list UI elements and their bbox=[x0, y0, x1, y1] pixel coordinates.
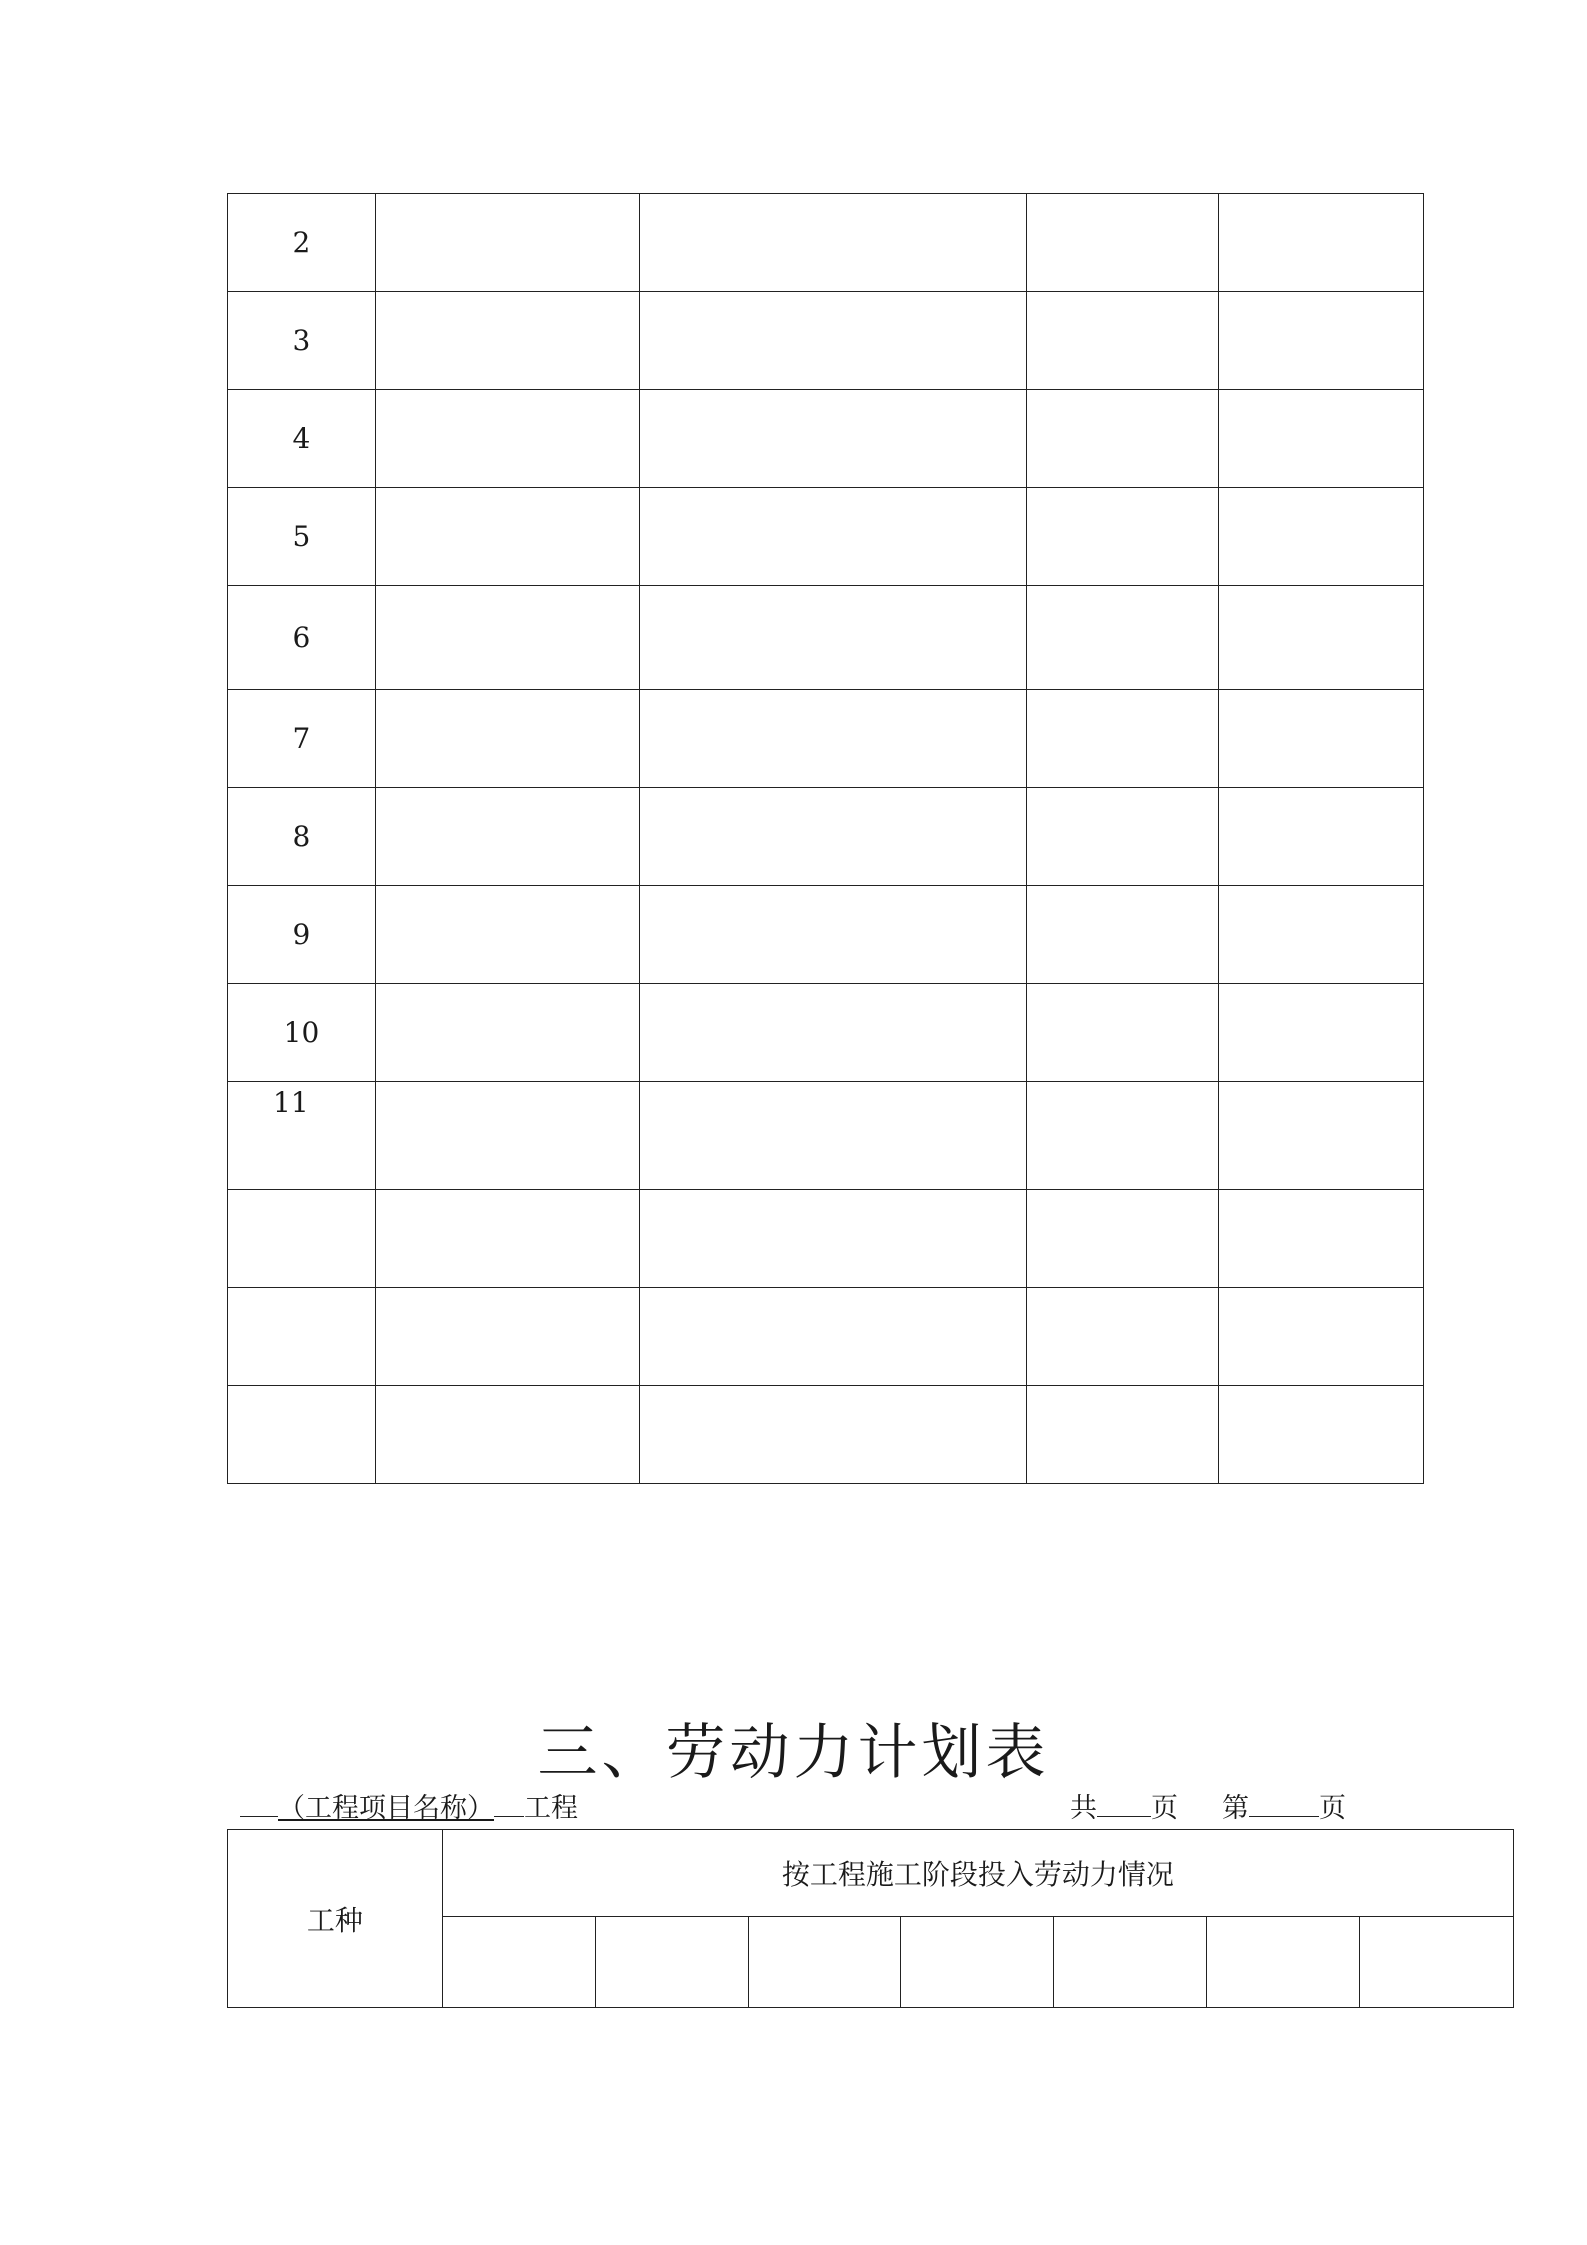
project-suffix-blank bbox=[494, 1790, 524, 1817]
row-number: 11 bbox=[228, 1082, 376, 1190]
worktype-header: 工种 bbox=[228, 1830, 443, 2008]
table-row bbox=[228, 690, 1424, 788]
table-row bbox=[228, 1288, 1424, 1386]
table-row bbox=[228, 1830, 1514, 1917]
row-number: 3 bbox=[228, 292, 376, 390]
project-prefix-blank bbox=[240, 1790, 278, 1817]
current-label: 第 bbox=[1222, 1793, 1249, 1824]
current-page-blank bbox=[1249, 1790, 1319, 1817]
table-row bbox=[228, 390, 1424, 488]
row-number: 10 bbox=[228, 984, 376, 1082]
row-number: 9 bbox=[228, 886, 376, 984]
table-row bbox=[228, 292, 1424, 390]
labor-plan-table bbox=[227, 1829, 1514, 2008]
page-count-line bbox=[1070, 1786, 1346, 1825]
total-label: 共 bbox=[1070, 1793, 1097, 1824]
row-number: 8 bbox=[228, 788, 376, 886]
row-number: 7 bbox=[228, 690, 376, 788]
current-unit: 页 bbox=[1319, 1793, 1346, 1824]
top-table bbox=[227, 193, 1424, 1484]
table-row bbox=[228, 488, 1424, 586]
row-number: 2 bbox=[228, 194, 376, 292]
row-number bbox=[228, 1190, 376, 1288]
table-row bbox=[228, 1082, 1424, 1190]
total-unit: 页 bbox=[1151, 1793, 1178, 1824]
table-row bbox=[228, 1190, 1424, 1288]
row-number bbox=[228, 1386, 376, 1484]
table-row bbox=[228, 194, 1424, 292]
table-row bbox=[228, 984, 1424, 1082]
project-suffix: 工程 bbox=[524, 1793, 578, 1824]
row-number: 6 bbox=[228, 586, 376, 690]
row-number: 5 bbox=[228, 488, 376, 586]
stage-header: 按工程施工阶段投入劳动力情况 bbox=[442, 1830, 1513, 1917]
table-row bbox=[228, 586, 1424, 690]
project-name-line bbox=[240, 1786, 578, 1825]
page-title: 三、劳动力计划表 bbox=[537, 1718, 1050, 1788]
table-row bbox=[228, 886, 1424, 984]
table-row bbox=[228, 1386, 1424, 1484]
row-number bbox=[228, 1288, 376, 1386]
row-number: 4 bbox=[228, 390, 376, 488]
project-name-placeholder: （工程项目名称） bbox=[278, 1793, 494, 1824]
total-pages-blank bbox=[1097, 1790, 1151, 1817]
table-row bbox=[228, 788, 1424, 886]
